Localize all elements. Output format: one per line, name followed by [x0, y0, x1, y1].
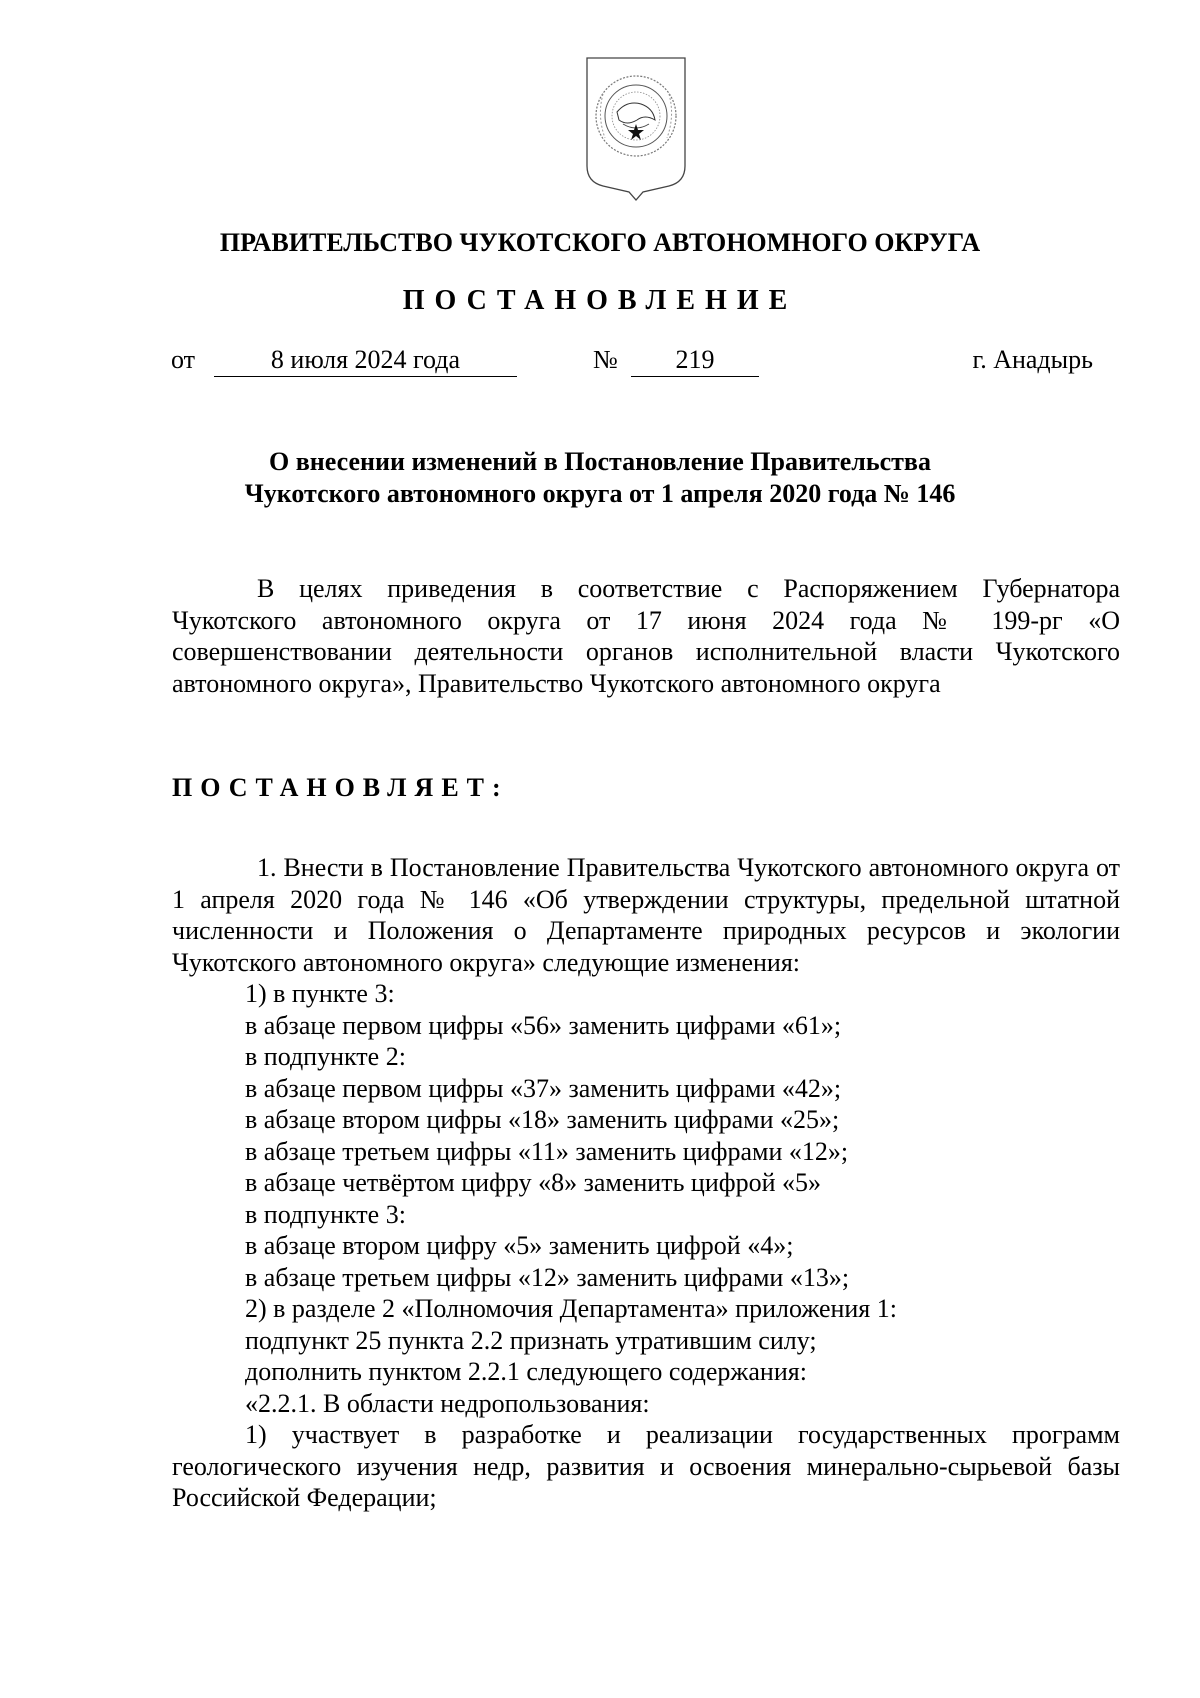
preamble — [172, 573, 1120, 699]
coat-of-arms-icon — [583, 54, 689, 204]
subject-line-2: Чукотского автономного округа от 1 апреля 2020 года № 146 — [244, 479, 956, 508]
document-date: 8 июля 2024 года — [214, 343, 517, 377]
list-item: в подпункте 3: — [245, 1199, 406, 1229]
list-item: в абзаце третьем цифры «12» заменить цифрами «13»; — [245, 1262, 850, 1292]
list-item: в абзаце третьем цифры «11» заменить цифрами «12»; — [245, 1136, 849, 1166]
government-title: ПРАВИТЕЛЬСТВО ЧУКОТСКОГО АВТОНОМНОГО ОКРУГА — [219, 228, 981, 257]
list-item: в абзаце первом цифры «37» заменить цифрами «42»; — [245, 1073, 842, 1103]
list-item: в абзаце втором цифру «5» заменить цифрой «4»; — [245, 1231, 794, 1260]
resolution-body — [172, 852, 1120, 1514]
document-subject — [0, 446, 1200, 510]
list-item: в подпункте 2: — [245, 1042, 406, 1071]
list-item: 2) в разделе 2 «Полномочия Департамента» приложения 1: — [245, 1294, 897, 1323]
number-label: № — [593, 345, 618, 374]
clause-1: 1. Внести в Постановление Правительства Чукотского автономного округа от 1 апреля 2020 года № 146 «Об утверждении структуры, предельной штатной численности и Положения о Департаменте природных ресурсов и экологии Чукотского автономного округа» следующие изменения: — [172, 853, 1120, 977]
list-item: 1) в пункте 3: — [245, 979, 395, 1008]
list-item: подпункт 25 пункта 2.2 признать утратившим силу; — [245, 1325, 817, 1355]
document-type: ПОСТАНОВЛЕНИЕ — [402, 285, 798, 316]
list-item: дополнить пунктом 2.2.1 следующего содержания: — [245, 1357, 807, 1386]
date-label: от — [171, 345, 196, 374]
subject-line-1: О внесении изменений в Постановление Правительства — [269, 447, 931, 476]
resolves-heading: ПОСТАНОВЛЯЕТ: — [172, 773, 509, 802]
list-item: в абзаце втором цифры «18» заменить цифрами «25»; — [245, 1105, 840, 1134]
list-item: «2.2.1. В области недропользования: — [245, 1388, 650, 1418]
preamble-paragraph: В целях приведения в соответствие с Распоряжением Губернатора Чукотского автономного округа от 17 июня 2024 года № 199-рг «О совершенствовании деятельности органов исполнительной власти Чукотского автономного округа», Правительство Чукотского автономного округа — [172, 574, 1120, 698]
list-item: в абзаце первом цифры «56» заменить цифрами «61»; — [245, 1010, 842, 1040]
document-number: 219 — [631, 343, 759, 377]
list-item: в абзаце четвёртом цифру «8» заменить цифрой «5» — [245, 1168, 822, 1197]
subclause-1: 1) участвует в разработке и реализации государственных программ геологического изучения недр, развития и освоения минерально-сырьевой базы Российской Федерации; — [172, 1420, 1120, 1512]
document-city: г. Анадырь — [972, 345, 1093, 374]
